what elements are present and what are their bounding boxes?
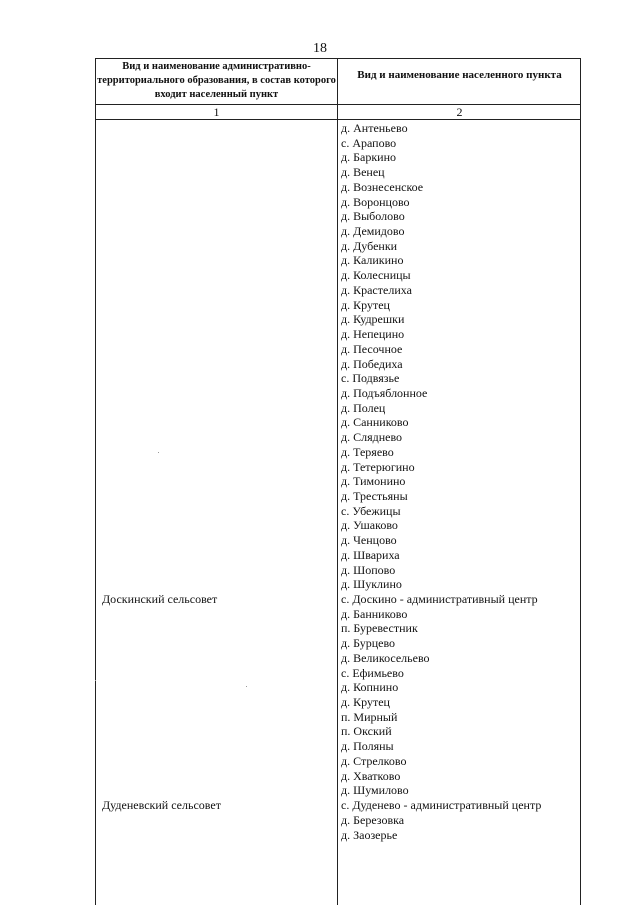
- settlement-item: д. Выболово: [341, 209, 405, 224]
- settlement-item: д. Вознесенское: [341, 179, 424, 194]
- column-number-1: 1: [213, 105, 220, 119]
- settlement-item: п. Буревестник: [341, 621, 418, 636]
- district-name: Дуденевский сельсовет: [102, 798, 221, 813]
- table-header-col2: Вид и наименование населенного пункта: [357, 69, 562, 81]
- settlement-item: д. Шопово: [341, 562, 396, 577]
- settlement-item: д. Крутец: [341, 695, 390, 710]
- table-header-col1: Вид и наименование административно-территориального образования, в состав которого входит населенный пункт: [97, 61, 336, 100]
- settlement-item: д. Ченцово: [341, 533, 397, 548]
- settlement-item: д. Кудрешки: [341, 312, 405, 327]
- settlement-item: д. Швариха: [341, 547, 400, 562]
- scan-speck: [158, 452, 159, 453]
- scan-speck: [95, 680, 96, 681]
- settlement-item: д. Шуклино: [341, 577, 402, 592]
- settlement-item: д. Непецино: [341, 327, 405, 342]
- settlement-item: д. Великосельево: [341, 650, 430, 665]
- settlement-item: д. Победиха: [341, 356, 403, 371]
- settlement-item: д. Венец: [341, 165, 385, 180]
- settlement-item: д. Санниково: [341, 415, 409, 430]
- district-name: Доскинский сельсовет: [102, 592, 218, 607]
- settlement-item: с. Ефимьево: [341, 665, 404, 680]
- settlement-item: д. Трестьяны: [341, 488, 408, 503]
- settlement-item: д. Ушаково: [341, 518, 398, 533]
- settlement-item: д. Песочное: [341, 341, 403, 356]
- settlement-item: с. Доскино - административный центр: [341, 592, 538, 606]
- settlement-item: с. Дуденево - административный центр: [341, 798, 542, 813]
- settlement-item: д. Демидово: [341, 224, 405, 239]
- settlement-item: п. Окский: [341, 724, 392, 739]
- table-column-divider: [337, 58, 338, 905]
- settlement-item: д. Крутец: [341, 297, 390, 312]
- settlement-item: д. Хватково: [341, 768, 401, 783]
- settlement-item: д. Дубенки: [341, 238, 398, 253]
- settlement-item: с. Убежицы: [341, 503, 401, 518]
- settlement-item: д. Антеньево: [341, 121, 408, 135]
- settlement-item: д. Березовка: [341, 812, 405, 827]
- settlement-item: д. Тимонино: [341, 474, 406, 489]
- settlement-item: д. Полец: [341, 400, 386, 415]
- settlement-item: с. Подвязье: [341, 371, 400, 386]
- settlement-list: [341, 121, 541, 842]
- settlement-item: д. Крастелиха: [341, 282, 412, 297]
- settlement-item: д. Баркино: [341, 150, 396, 165]
- settlement-item: д. Бурцево: [341, 636, 396, 651]
- settlement-item: д. Заозерье: [341, 827, 398, 842]
- settlement-item: п. Мирный: [341, 709, 398, 724]
- settlement-item: с. Арапово: [341, 135, 397, 150]
- settlement-item: д. Копнино: [341, 680, 399, 695]
- settlement-item: д. Стрелково: [341, 753, 407, 768]
- settlement-item: д. Сляднево: [341, 430, 403, 445]
- settlement-item: д. Каликино: [341, 253, 404, 268]
- settlement-item: д. Банниково: [341, 606, 408, 621]
- column-number-2: 2: [456, 105, 463, 119]
- settlement-item: д. Шумилово: [341, 783, 409, 798]
- scan-speck: [246, 686, 247, 687]
- settlement-item: д. Поляны: [341, 739, 394, 754]
- settlement-item: д. Колесницы: [341, 268, 411, 283]
- page-number: 18: [313, 41, 327, 56]
- settlement-item: д. Теряево: [341, 444, 394, 459]
- settlement-item: д. Подъяблонное: [341, 385, 428, 400]
- settlement-item: д. Воронцово: [341, 194, 410, 209]
- settlement-item: д. Тетерюгино: [341, 459, 415, 474]
